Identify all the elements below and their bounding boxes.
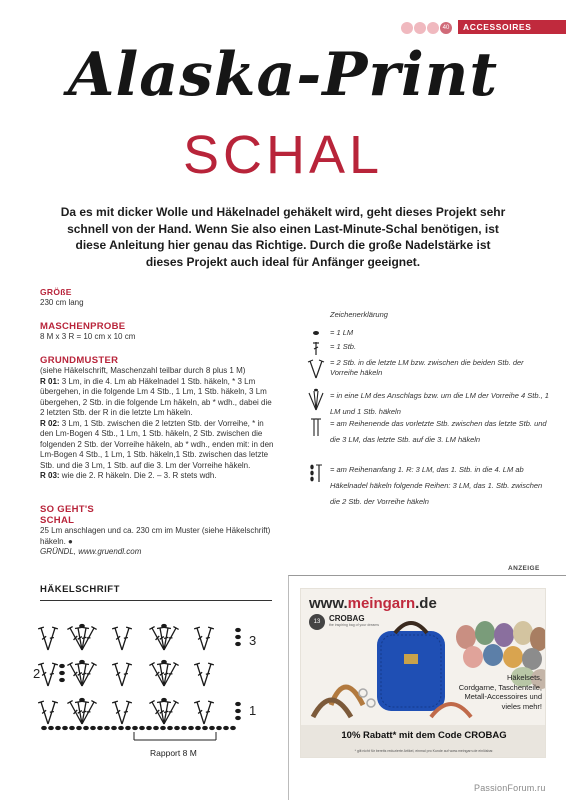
legend-text: = 1 Stb. [330, 342, 357, 351]
chain-stitch [236, 703, 240, 706]
row-label: R 03: [40, 471, 60, 480]
dc-cross-bar [124, 638, 128, 639]
dc-top-bar [52, 701, 58, 703]
row-2-instructions [40, 419, 276, 472]
legend-item [306, 416, 556, 462]
dc-stitch [48, 702, 55, 724]
chain-stitch [98, 727, 102, 730]
chain-stitch [224, 727, 228, 730]
dc-stitch [122, 702, 129, 724]
legend-text: = 2 Stb. in die letzte LM bzw. zwischen die beiden Stb. der Vorreihe häkeln [330, 358, 524, 377]
page-dots [401, 22, 452, 34]
legend-title: Zeichenerklärung [330, 310, 388, 319]
chain-stitch [231, 727, 235, 730]
chain-stitch [168, 727, 172, 730]
chain-stitch [236, 717, 240, 720]
chain-stitch [154, 727, 158, 730]
dc-top-bar [52, 627, 58, 629]
chain-stitch [210, 727, 214, 730]
turning-chain-icon [306, 462, 326, 488]
legend-item [306, 358, 556, 388]
dc-cross-bar [164, 637, 168, 638]
dc-top-bar [112, 627, 118, 629]
maschenprobe-text: 8 M x 3 R = 10 cm x 10 cm [40, 332, 136, 341]
row-label-3: 3 [249, 633, 257, 648]
category-tag: ACCESSOIRES [458, 20, 566, 34]
title-main: SCHAL [182, 125, 384, 185]
row-label: R 01: [40, 376, 60, 386]
groesse-section [40, 287, 276, 309]
dc-fan-icon [306, 388, 326, 414]
maschenprobe-section [40, 321, 276, 343]
chain-stitch [236, 636, 240, 639]
dc-stitch [204, 664, 211, 686]
row-label-2: 2 [33, 666, 41, 681]
legend-text: = in eine LM des Anschlags bzw. um die LM der Vorreihe 4 Stb., 1 LM und 1 Stb. häkeln [330, 391, 549, 416]
legend-text: = am Reihenende das vorletzte Stb. zwischen das letzte Stb. und die 3 LM, das letzte Stb. auf die 3. LM häkeln [330, 419, 547, 444]
chain-stitch [105, 727, 109, 730]
chain-stitch [80, 699, 84, 702]
ad-url[interactable]: www.meingarn.de [309, 595, 437, 612]
legend-item [306, 462, 556, 522]
dc-cross-bar [206, 712, 210, 713]
dc-top-bar [52, 663, 58, 665]
dc-stitch [204, 628, 211, 650]
intro-text: Da es mit dicker Wolle und Häkelnadel gehäkelt wird, geht dieses Projekt sehr schnell von der Hand. Wenn Sie also einen Last-Minute-Schal benötigen, ist diese Anleitung hier genau das Richtige. Durch die große Nadelstärke ist dieses Projekt auch ideal für Anfänger geeignet. [60, 205, 506, 269]
dc-cross-bar [82, 711, 86, 712]
dc-stitch [122, 664, 129, 686]
dc-top-bar [208, 663, 214, 665]
legend-text: = am Reihenanfang 1. R: 3 LM, das 1. Stb. in die 4. LM ab Häkelnadel häkeln folgende Reihen: 3 LM, das 1. Stb. zwischen die 2 Stb. der Vorreihe häkeln [330, 465, 543, 506]
dc-top-bar [112, 701, 118, 703]
chain-stitch [84, 727, 88, 730]
chain-stitch [162, 625, 166, 628]
chain-stitch [203, 727, 207, 730]
dc-cross-bar [50, 674, 54, 675]
chain-stitch [126, 727, 130, 730]
chain-stitch [236, 643, 240, 646]
legend-item [306, 326, 556, 340]
page-dot [401, 22, 413, 34]
so-gehts-section [40, 504, 276, 558]
schal-heading: SCHAL [40, 515, 75, 526]
chain-stitch [49, 727, 53, 730]
dc-stitch [48, 664, 55, 686]
chain-stitch [175, 727, 179, 730]
chain-stitch [236, 629, 240, 632]
watermark: PassionForum.ru [474, 783, 546, 793]
advertisement[interactable] [300, 588, 546, 758]
dc-top-bar [194, 663, 200, 665]
grundmuster-heading: GRUNDMUSTER [40, 355, 119, 366]
dc-cross-bar [164, 673, 168, 674]
grundmuster-section [40, 355, 276, 482]
title-script: Alaska-Print [67, 40, 499, 110]
dc-cross-bar [82, 637, 86, 638]
dc-top-bar [194, 701, 200, 703]
chain-stitch [77, 727, 81, 730]
chain-stitch [182, 727, 186, 730]
page-number: 40 [440, 22, 452, 34]
row-text: 3 Lm, in die 4. Lm ab Häkelnadel 1 Stb. häkeln, * 3 Lm übergehen, in die folgende Lm 4 Stb., 1 Lm, 1 Stb. häkeln, 3 Lm übergehen, 2 Stb. in die folgende Lm häkeln, ab * wdh., dabei die 2 letzten Stb. der R in die letzte Lm häkeln. [40, 376, 272, 417]
row-text: 3 Lm, 1 Stb. zwischen die 2 letzten Stb. der Vorreihe, * in den Lm-Bogen 4 Stb., 1 Lm, 1 Stb. häkeln, 2 Stb. zwischen die folgenden 2 Stb. der Vorreihe häkeln, ab * wdh., enden mit: in den Lm-Bogen 4 Stb., 1 Lm, 1 Stb. häkeln,1 Stb. zwischen das letzte Stb. und die 3 Lm, 1 Stb. auf die 3. Lm der Vorreihe häkeln. [40, 418, 274, 470]
chain-stitch [56, 727, 60, 730]
repeat-bracket [134, 732, 216, 740]
so-gehts-text: 25 Lm anschlagen und ca. 230 cm im Muster (siehe Häkelschrift) häkeln. ● [40, 526, 271, 546]
dc-cross-bar [124, 712, 128, 713]
page-dot [414, 22, 426, 34]
chain-stitch [60, 665, 64, 668]
dc-cross-bar [206, 638, 210, 639]
dc-top-bar [38, 627, 44, 629]
legend-text: = 1 LM [330, 328, 354, 337]
chain-stitch [161, 727, 165, 730]
chain-stitch [162, 699, 166, 702]
dc-cross-bar [124, 674, 128, 675]
chain-stitch [112, 727, 116, 730]
chain-stitch [140, 727, 144, 730]
legend-item [306, 340, 556, 356]
ad-products: Häkelsets, Cordgarne, Taschenteile, Metall-Accessoires und vieles mehr! [458, 673, 542, 711]
dc-stitch [204, 702, 211, 724]
grundmuster-note: (siehe Häkelschrift, Maschenzahl teilbar durch 8 plus 1 M) [40, 366, 246, 375]
chain-stitch [196, 727, 200, 730]
ad-fineprint: * gilt nicht für bereits reduzierte Artikel, einmal pro Kunde auf www.meingarn.de einlösbar. [354, 749, 494, 753]
ad-brand-tagline: the inspiring bag of your dreams [329, 623, 379, 627]
chain-stitch [133, 727, 137, 730]
chain-stitch [63, 727, 67, 730]
row-3-instructions [40, 471, 276, 482]
chain-stitch [60, 679, 64, 682]
dc-top-bar [208, 627, 214, 629]
designer-credit: GRÜNDL, www.gruendl.com [40, 547, 142, 556]
maschenprobe-heading: MASCHENPROBE [40, 321, 126, 332]
ad-discount: 10% Rabatt* mit dem Code CROBAG [341, 730, 507, 741]
crobag-logo-icon: 13 [309, 614, 325, 630]
dc-top-bar [126, 701, 132, 703]
chain-stitch [80, 661, 84, 664]
dc-top-bar [194, 627, 200, 629]
groesse-heading: GRÖßE [40, 287, 72, 297]
chain-stitch [147, 727, 151, 730]
chart-title: HÄKELSCHRIFT [40, 584, 120, 595]
dc-top-bar [38, 701, 44, 703]
chain-stitch [189, 727, 193, 730]
groesse-text: 230 cm lang [40, 298, 84, 307]
two-dc-v-icon [306, 358, 326, 382]
dc-stitch [48, 628, 55, 650]
dc-cross-bar [206, 674, 210, 675]
chain-stitch [91, 727, 95, 730]
dc-top-bar [208, 701, 214, 703]
row-label: R 02: [40, 418, 60, 428]
row-label-1: 1 [249, 703, 257, 718]
crochet-chart [30, 612, 270, 762]
divider [40, 600, 272, 601]
chain-stitch [236, 710, 240, 713]
chain-stitch [70, 727, 74, 730]
repeat-label: Rapport 8 M [150, 748, 197, 758]
dc-cross-bar [50, 712, 54, 713]
dc-top-bar [112, 663, 118, 665]
two-dc-parallel-icon [306, 416, 326, 440]
row-1-instructions [40, 377, 276, 419]
ad-brand: CROBAG [329, 614, 365, 623]
chain-stitch [119, 727, 123, 730]
dc-cross-bar [164, 711, 168, 712]
dc-top-bar [126, 663, 132, 665]
dc-cross-bar [82, 673, 86, 674]
dc-cross-bar [50, 638, 54, 639]
so-gehts-heading: SO GEHT'S [40, 504, 95, 515]
chain-stitch [80, 625, 84, 628]
ad-label: ANZEIGE [508, 565, 540, 572]
legend-item [306, 388, 556, 416]
page-dot [427, 22, 439, 34]
chain-stitch [60, 672, 64, 675]
chain-stitch [42, 727, 46, 730]
row-text: wie die 2. R häkeln. Die 2. – 3. R stets wdh. [59, 471, 217, 480]
chain-stitch [217, 727, 221, 730]
dc-top-bar [126, 627, 132, 629]
chain-stitch [162, 661, 166, 664]
double-crochet-icon [306, 340, 326, 358]
dc-top-bar [38, 663, 44, 665]
dc-stitch [122, 628, 129, 650]
